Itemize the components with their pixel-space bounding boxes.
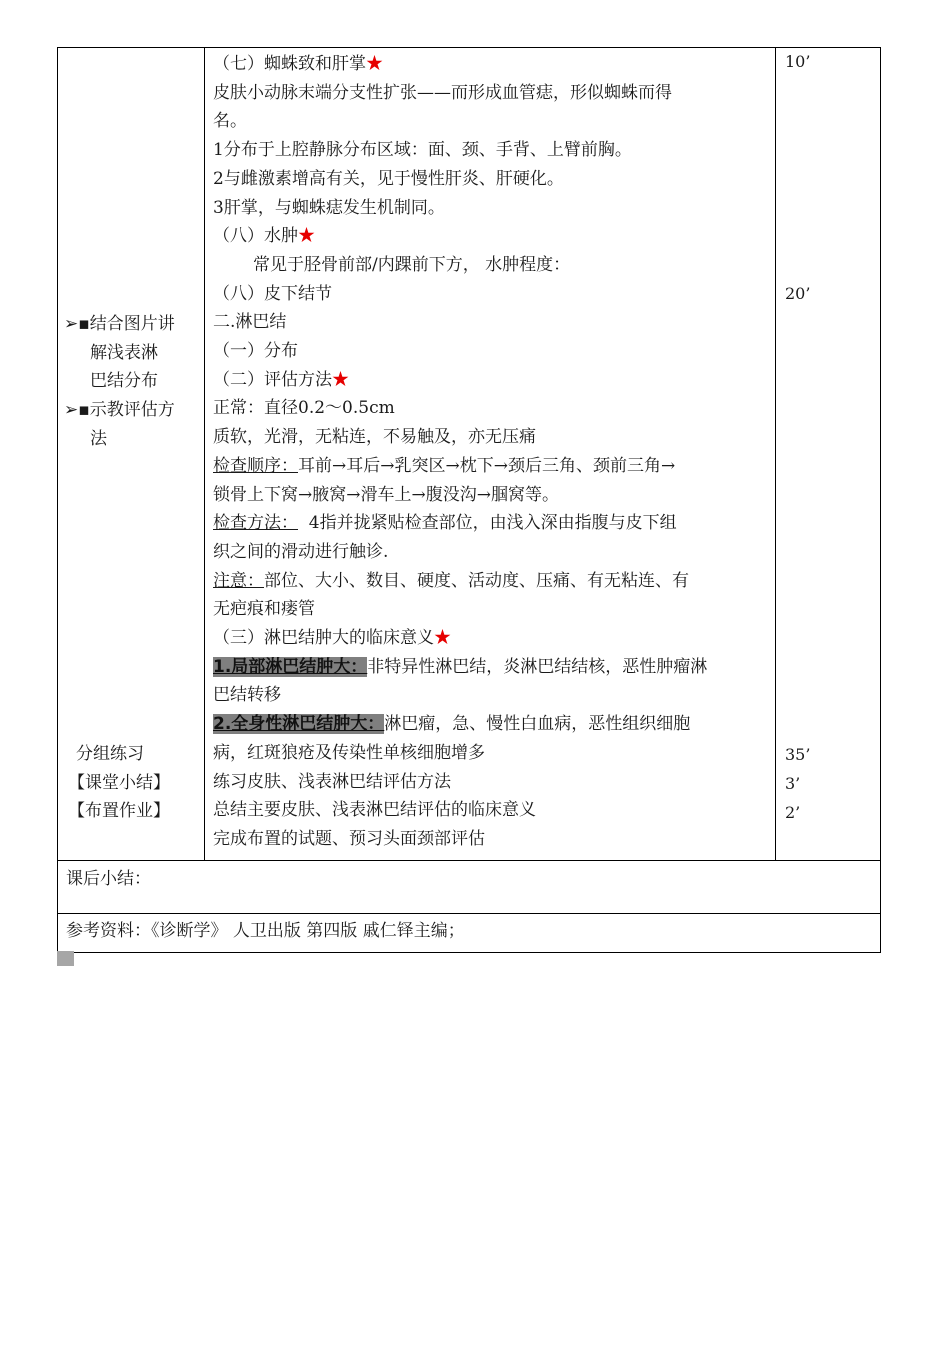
activity-list bbox=[68, 740, 170, 826]
content-line: 总结主要皮肤、浅表淋巴结评估的临床意义 bbox=[213, 800, 536, 821]
content-line: 正常：直径0.2～0.5cm bbox=[213, 398, 395, 419]
content-line: （八）皮下结节 bbox=[213, 283, 332, 304]
content-line: 2.全身性淋巴结肿大：淋巴瘤，急、慢性白血病，恶性组织细胞 bbox=[213, 714, 691, 735]
reference-materials: 参考资料：《诊断学》 人卫出版 第四版 戚仁铎主编； bbox=[58, 914, 881, 953]
bullet-arrow-icon: ➢▪ bbox=[64, 314, 90, 334]
content-line: 织之间的滑动进行触诊. bbox=[213, 541, 389, 562]
time-value: 20’ bbox=[785, 284, 811, 303]
method-item-1: ➢▪结合图片讲 解浅表淋 巴结分布 bbox=[64, 314, 175, 392]
time-value: 3’ bbox=[785, 774, 801, 793]
content-line: 病，红斑狼疮及传染性单核细胞增多 bbox=[213, 742, 485, 763]
content-line: （八）水肿★ bbox=[213, 226, 315, 247]
time-column bbox=[776, 48, 881, 861]
content-line: 1.局部淋巴结肿大：非特异性淋巴结，炎淋巴结结核，恶性肿瘤淋 bbox=[213, 656, 708, 677]
star-icon: ★ bbox=[332, 369, 349, 390]
content-line: 锁骨上下窝→腋窝→滑车上→腹没沟→腘窝等。 bbox=[213, 484, 559, 505]
content-line: 质软，光滑，无粘连，不易触及，亦无压痛 bbox=[213, 427, 536, 448]
underlined-label: 检查顺序： bbox=[213, 455, 298, 476]
content-line: 3肝掌，与蜘蛛痣发生机制同。 bbox=[213, 197, 445, 218]
highlighted-label: 2.全身性淋巴结肿大： bbox=[213, 714, 385, 735]
content-line: 注意：部位、大小、数目、硬度、活动度、压痛、有无粘连、有 bbox=[213, 570, 689, 591]
content-line: 皮肤小动脉末端分支性扩张——而形成血管痣，形似蜘蛛而得 bbox=[213, 82, 672, 103]
underlined-label: 注意： bbox=[213, 570, 264, 591]
teaching-method-column bbox=[58, 48, 205, 861]
paragraph-marker-icon bbox=[57, 951, 74, 966]
content-line: （三）淋巴结肿大的临床意义★ bbox=[213, 628, 451, 649]
highlighted-label: 1.局部淋巴结肿大： bbox=[213, 656, 368, 677]
content-line: 练习皮肤、浅表淋巴结评估方法 bbox=[213, 771, 451, 792]
content-line: 1分布于上腔静脉分布区域：面、颈、手背、上臂前胸。 bbox=[213, 140, 632, 161]
content-line: 二.淋巴结 bbox=[213, 312, 287, 333]
content-line: （一）分布 bbox=[213, 341, 298, 362]
time-value: 2’ bbox=[785, 803, 801, 822]
activity-group-practice: 分组练习 bbox=[76, 744, 144, 764]
lesson-plan-page bbox=[57, 47, 877, 953]
star-icon: ★ bbox=[298, 226, 315, 247]
content-line: （七）蜘蛛致和肝掌★ bbox=[213, 54, 383, 74]
content-line: 检查顺序：耳前→耳后→乳突区→枕下→颈后三角、颈前三角→ bbox=[213, 455, 676, 476]
content-line: （二）评估方法★ bbox=[213, 369, 349, 390]
underlined-label: 检查方法： bbox=[213, 513, 298, 534]
after-class-summary: 课后小结： bbox=[58, 861, 881, 914]
method-item-2: ➢▪示教评估方 法 bbox=[64, 400, 175, 449]
content-line: 完成布置的试题、预习头面颈部评估 bbox=[213, 828, 485, 849]
content-line: 检查方法： 4指并拢紧贴检查部位，由浅入深由指腹与皮下组 bbox=[213, 513, 677, 534]
content-column bbox=[205, 48, 776, 861]
activity-homework: 【布置作业】 bbox=[68, 801, 170, 822]
time-value: 10’ bbox=[785, 52, 811, 71]
content-line: 常见于胫骨前部/内踝前下方， 水肿程度： bbox=[253, 254, 571, 275]
activity-class-summary: 【课堂小结】 bbox=[68, 772, 170, 793]
content-line: 无疤痕和瘘管 bbox=[213, 599, 315, 620]
reference-row bbox=[58, 914, 881, 953]
content-line: 名。 bbox=[213, 111, 247, 132]
lesson-plan-table bbox=[57, 47, 881, 953]
summary-row bbox=[58, 861, 881, 914]
main-row bbox=[58, 48, 881, 861]
time-value: 35’ bbox=[785, 745, 811, 764]
content-line: 2与雌激素增高有关，见于慢性肝炎、肝硬化。 bbox=[213, 168, 564, 189]
content-line: 巴结转移 bbox=[213, 685, 281, 706]
star-icon: ★ bbox=[434, 628, 451, 649]
star-icon: ★ bbox=[366, 54, 383, 74]
bullet-arrow-icon: ➢▪ bbox=[64, 400, 90, 420]
